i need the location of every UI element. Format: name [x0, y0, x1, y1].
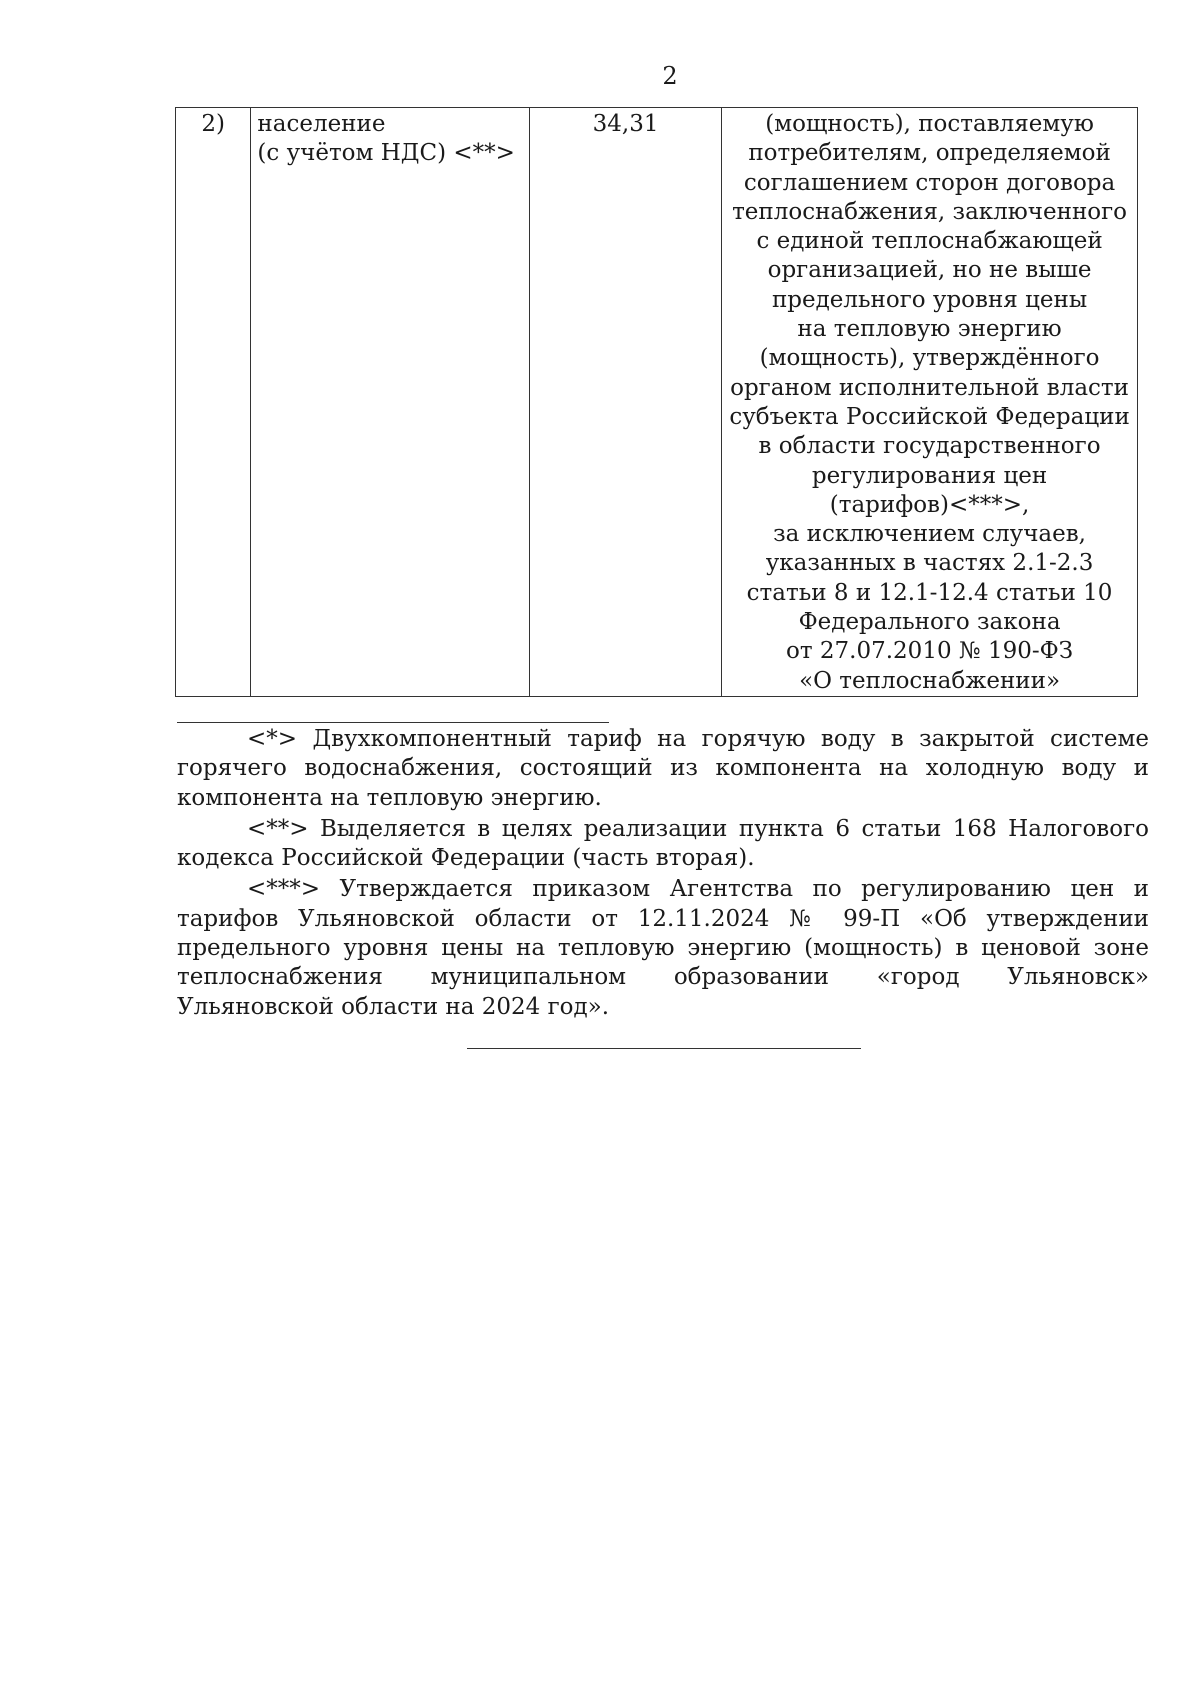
note-line: указанных в частях 2.1-2.3 — [765, 550, 1094, 577]
consumer-line: (с учётом НДС) <**> — [257, 140, 515, 167]
page-number: 2 — [662, 62, 678, 90]
note-line: теплоснабжения, заключенного — [732, 198, 1128, 225]
note-line: за исключением случаев, — [773, 521, 1086, 548]
tariff-value-cell: 34,31 — [530, 108, 722, 697]
note-line: органом исполнительной власти — [730, 374, 1129, 401]
footnote-1: <*> Двухкомпонентный тариф на горячую воду в закрытой системе горячего водоснабжения, состоящий из компонента на холодную воду и компонента на тепловую энергию. — [177, 726, 1149, 811]
consumer-cell — [251, 108, 530, 697]
row-number-cell: 2) — [176, 108, 251, 697]
note-line: (мощность), утверждённого — [759, 345, 1100, 372]
footnotes — [177, 725, 1149, 1024]
note-line: субъекта Российской Федерации — [729, 403, 1130, 430]
note-line: предельного уровня цены — [771, 286, 1088, 313]
note-cell — [722, 108, 1138, 697]
note-line: на тепловую энергию — [797, 316, 1062, 343]
note-line: (мощность), поставляемую — [765, 111, 1094, 137]
footnote-2: <**> Выделяется в целях реализации пункта 6 статьи 168 Налогового кодекса Российской Федерации (часть вторая). — [177, 815, 1149, 872]
tariff-table — [175, 107, 1138, 697]
end-divider — [467, 1048, 861, 1049]
note-line: соглашением сторон договора — [743, 169, 1116, 196]
consumer-line: население — [257, 111, 386, 137]
footnote-divider — [177, 722, 609, 723]
footnote-3: <***> Утверждается приказом Агентства по регулированию цен и тарифов Ульяновской области от 12.11.2024 № 99-П «Об утверждении предельного уровня цены на тепловую энергию (мощность) в ценовой зоне теплоснабжения муниципальном образовании «город Ульяновск» Ульяновской области на 2024 год». — [177, 876, 1149, 1020]
note-line: от 27.07.2010 № 190-ФЗ — [786, 638, 1074, 665]
note-line: в области государственного — [758, 433, 1101, 460]
table-row — [176, 108, 1138, 697]
note-line: Федерального закона — [798, 609, 1061, 636]
note-line: организацией, но не выше — [767, 257, 1092, 284]
note-line: (тарифов)<***>, — [829, 491, 1030, 518]
note-line: потребителям, определяемой — [748, 140, 1111, 167]
note-line: с единой теплоснабжающей — [756, 228, 1103, 255]
note-line: «О теплоснабжении» — [799, 667, 1061, 694]
note-line: регулирования цен — [811, 462, 1048, 489]
note-line: статьи 8 и 12.1-12.4 статьи 10 — [746, 579, 1113, 606]
